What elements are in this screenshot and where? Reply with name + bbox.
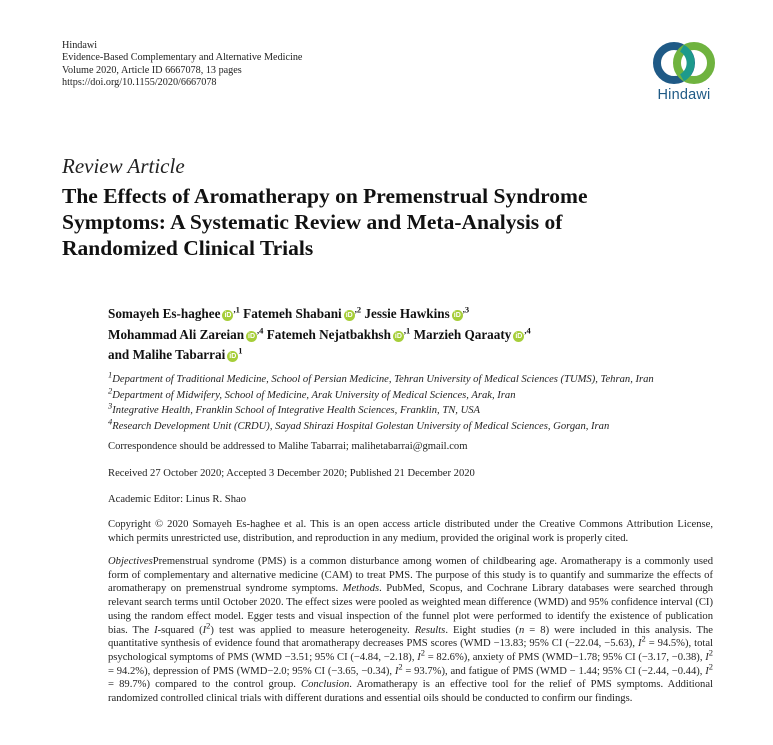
correspondence: Correspondence should be addressed to Malihe Tabarrai; malihetabarrai@gmail.com bbox=[108, 441, 468, 452]
author-name: Marzieh Qaraaty bbox=[413, 326, 512, 342]
academic-editor: Academic Editor: Linus R. Shao bbox=[108, 494, 246, 505]
author-name: Mohammad Ali Zareian bbox=[108, 326, 245, 342]
affiliation-item bbox=[108, 369, 748, 388]
author-affiliation-ref: ,1 bbox=[233, 304, 240, 315]
results-text: = 82.6%), anxiety of PMS (WMD−1.78; 95% CI (−3.17, −0.38), bbox=[424, 651, 706, 663]
author-name: Fatemeh Nejatbakhsh bbox=[266, 326, 391, 342]
journal-header bbox=[62, 40, 302, 89]
objectives-label: Objectives bbox=[108, 556, 153, 567]
methods-text: . PubMed, Scopus, and Cochrane Library databases were searched through relevant search terms until October 2020. The effect sizes were pooled as weighted mean difference (WMD) and 95% confidence interval (CI) using the random effect model. Egger tests and visual inspection of the funnel plot were performed to identify the existence of publication bias. The bbox=[108, 583, 713, 636]
article-type: Review Article bbox=[62, 154, 185, 178]
affiliation-item bbox=[108, 416, 748, 435]
author-name: Fatemeh Shabani bbox=[243, 306, 342, 321]
orcid-icon[interactable]: iD bbox=[515, 332, 523, 340]
orcid-icon[interactable]: iD bbox=[394, 332, 402, 340]
i-squared-symbol: I bbox=[394, 665, 399, 677]
superscript: 2 bbox=[398, 661, 403, 672]
hindawi-rings-icon bbox=[649, 40, 719, 86]
author-affiliation-ref: ,2 bbox=[354, 304, 362, 315]
superscript: 2 bbox=[206, 619, 211, 630]
methods-text: -squared ( bbox=[157, 624, 203, 636]
results-text: . Eight studies ( bbox=[445, 624, 519, 636]
conclusion-text: . Aromatherapy is an effective tool for the relief of PMS symptoms. Additional randomized controlled clinical trials with different durations and essential oils should be conducted to confirm our findings. bbox=[108, 679, 713, 705]
i-squared-symbol: I bbox=[705, 651, 709, 663]
publisher-name: Hindawi bbox=[62, 40, 98, 51]
doi-link[interactable]: https://doi.org/10.1155/2020/6667078 bbox=[62, 76, 217, 88]
affiliation-number: 1 bbox=[108, 369, 113, 380]
author-list bbox=[108, 304, 748, 366]
i-squared-symbol: I bbox=[154, 624, 158, 636]
journal-name: Evidence-Based Complementary and Alternative Medicine bbox=[62, 52, 303, 64]
author-name: Malihe Tabarrai bbox=[132, 347, 226, 362]
author-line bbox=[108, 345, 748, 366]
volume-info: Volume 2020, Article ID 6667078, 13 pages bbox=[62, 64, 242, 76]
author-conjunction: and bbox=[108, 347, 130, 362]
article-title bbox=[62, 183, 742, 261]
results-text: = 94.2%), depression of PMS (WMD−2.0; 95% CI (−3.65, −0.34), bbox=[108, 665, 395, 677]
affiliations bbox=[108, 369, 748, 434]
i-squared-symbol: I bbox=[637, 638, 642, 650]
affiliation-number: 4 bbox=[108, 416, 113, 427]
results-label: Results bbox=[414, 624, 446, 636]
author-name: Somayeh Es-haghee bbox=[108, 306, 221, 321]
affiliation-number: 3 bbox=[108, 400, 113, 411]
logo-wordmark: Hindawi bbox=[657, 87, 711, 103]
copyright-notice: Copyright © 2020 Somayeh Es-haghee et al. This is an open access article distributed under the Creative Commons Attribution License, which permits unrestricted use, distribution, and reproduction in any medium, provided the original work is properly cited. bbox=[108, 519, 713, 544]
i-squared-symbol: I bbox=[202, 624, 207, 636]
superscript: 2 bbox=[641, 633, 646, 644]
methods-label: Methods bbox=[342, 583, 380, 595]
author-affiliation-ref: ,4 bbox=[257, 325, 264, 336]
objectives-text: Premenstrual syndrome (PMS) is a common disturbance among women of childbearing age. Aromatherapy is a commonly used form of complementary and alternative medicine (CAM) to treat PMS. The purpose of this study is to quantify and summarize the effects of aromatherapy on premenstrual syndrome symptoms. bbox=[108, 556, 713, 595]
affiliation-text: Integrative Health, Franklin School of Integrative Health Sciences, Franklin, TN, USA bbox=[112, 405, 481, 417]
title-line: The Effects of Aromatherapy on Premenstrual Syndrome bbox=[62, 184, 588, 208]
affiliation-item bbox=[108, 400, 748, 419]
results-text: = 8) were included in this analysis. The quantitative synthesis of evidence found that aromatherapy decreases PMS scores (WMD −13.83; 95% CI (−22.04, −5.63), bbox=[108, 624, 713, 650]
orcid-icon[interactable]: iD bbox=[453, 312, 461, 319]
affiliation-item bbox=[108, 385, 748, 404]
results-text: = 89.7%) compared to the control group. bbox=[108, 679, 302, 691]
author-affiliation-ref: ,1 bbox=[403, 325, 411, 336]
orcid-icon[interactable]: iD bbox=[229, 353, 237, 360]
n-symbol: n bbox=[518, 624, 525, 636]
author-affiliation-ref: ,4 bbox=[524, 325, 531, 336]
superscript: 2 bbox=[420, 647, 425, 658]
author-affiliation-ref: ,3 bbox=[462, 304, 470, 315]
author-line bbox=[108, 304, 748, 325]
abstract bbox=[108, 555, 713, 706]
affiliation-text: Department of Midwifery, School of Medicine, Arak University of Medical Sciences, Arak, Iran bbox=[112, 389, 516, 401]
methods-text: ) test was applied to measure heterogeneity. bbox=[210, 624, 415, 636]
title-line: Randomized Clinical Trials bbox=[62, 236, 314, 260]
publication-dates: Received 27 October 2020; Accepted 3 December 2020; Published 21 December 2020 bbox=[108, 468, 475, 479]
affiliation-number: 2 bbox=[108, 385, 113, 396]
author-affiliation-ref: 1 bbox=[238, 345, 243, 356]
superscript: 2 bbox=[708, 661, 713, 672]
superscript: 2 bbox=[708, 647, 713, 658]
orcid-icon[interactable]: iD bbox=[248, 332, 256, 340]
results-text: = 93.7%), and fatigue of PMS (WMD − 1.44; 95% CI (−2.44, −0.44), bbox=[402, 665, 706, 677]
author-name: Jessie Hawkins bbox=[364, 306, 450, 321]
results-text: = 94.5%), total psychological symptoms of PMS (WMD −3.51; 95% CI (−4.84, −2.18), bbox=[108, 638, 713, 663]
hindawi-logo bbox=[648, 40, 720, 103]
author-line bbox=[108, 325, 748, 346]
title-line: Symptoms: A Systematic Review and Meta-Analysis of bbox=[62, 210, 563, 234]
i-squared-symbol: I bbox=[417, 651, 421, 663]
i-squared-symbol: I bbox=[705, 665, 709, 677]
affiliation-text: Department of Traditional Medicine, School of Persian Medicine, Tehran University of Medical Sciences (TUMS), Tehran, Iran bbox=[112, 374, 654, 385]
conclusion-label: Conclusion bbox=[301, 679, 350, 691]
orcid-icon[interactable]: iD bbox=[224, 312, 232, 319]
orcid-icon[interactable]: iD bbox=[345, 312, 353, 319]
affiliation-text: Research Development Unit (CRDU), Sayad Shirazi Hospital Golestan University of Medical Sciences, Gorgan, Iran bbox=[112, 420, 610, 432]
